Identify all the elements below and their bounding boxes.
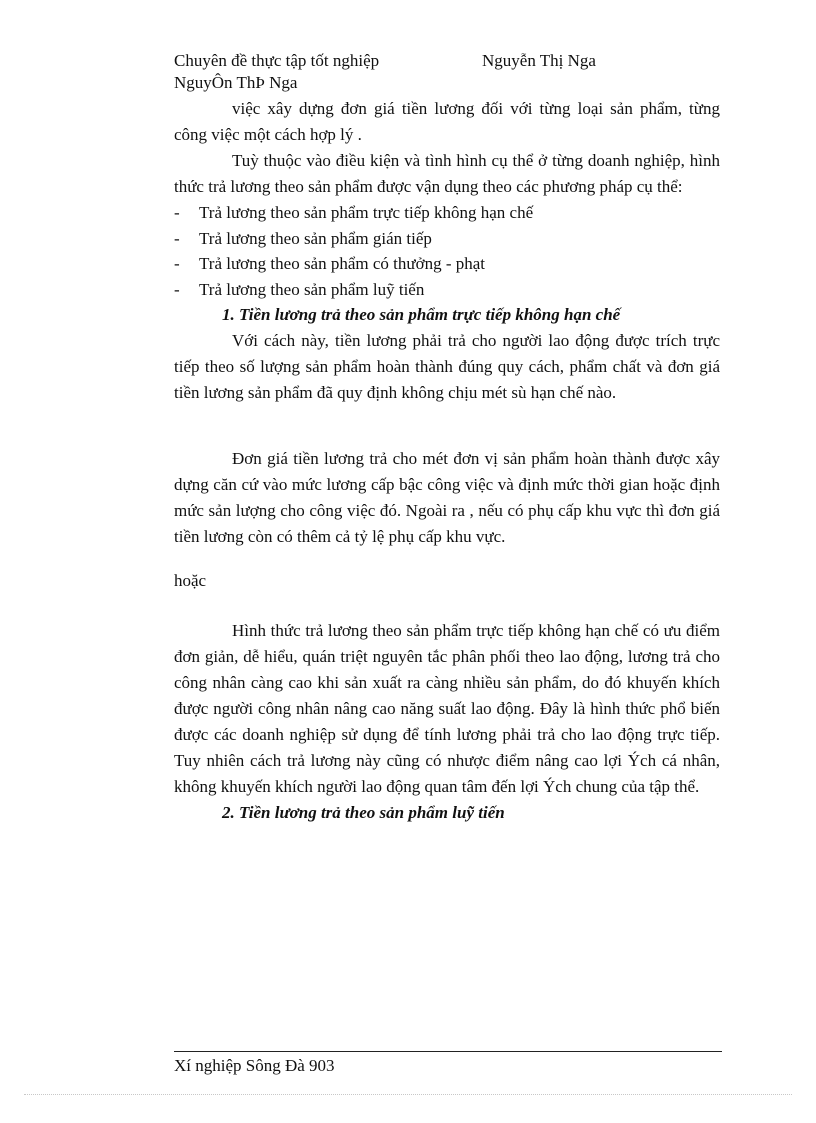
list-item <box>174 226 720 252</box>
list-item-text: Trả lương theo sản phẩm gián tiếp <box>199 228 432 248</box>
paragraph-4: Đơn giá tiền lương trả cho mét đơn vị sản phẩm hoàn thành được xây dựng căn cứ vào mức lương cấp bậc công việc và định mức thời gian hoặc định mức sản lượng cho công việc đó. Ngoài ra , nếu có phụ cấp khu vực thì đơn giá tiền lương còn có thêm cả tỷ lệ phụ cấp khu vực. <box>174 449 720 546</box>
paragraph-5: hoặc <box>174 571 207 590</box>
header-author-garbled: NguyÔn ThÞ Nga <box>174 73 298 92</box>
list-item-text: Trả lương theo sản phẩm có thưởng - phạt <box>199 254 486 273</box>
section-heading-1: 1. Tiền lương trả theo sản phẩm trực tiếp không hạn chế <box>222 305 621 324</box>
spacer <box>174 594 720 618</box>
list-item-text: Trả lương theo sản phẩm trực tiếp không hạn chế <box>199 203 534 222</box>
paragraph-2: Tuỳ thuộc vào điều kiện và tình hình cụ thể ở từng doanh nghiệp, hình thức trả lương theo sản phẩm được vận dụng theo các phương pháp cụ thể: <box>174 151 720 196</box>
paragraph-6: Hình thức trả lương theo sản phẩm trực tiếp không hạn chế có ưu điểm đơn giản, dễ hiểu, quán triệt nguyên tắc phân phối theo lao động, lương trả cho công nhân càng cao khi sản xuất ra càng nhiều sản phẩm, do đó khuyến khích được người công nhân nâng cao năng suất lao động. Đây là hình thức phổ biến được các doanh nghiệp sử dụng để tính lương phải trả cho lao động trực tiếp. Tuy nhiên cách trả lương này cũng có nhược điểm nâng cao lợi Ých cá nhân, không khuyến khích người lao động quan tâm đến lợi Ých chung của tập thể. <box>174 621 720 796</box>
paragraph-3: Với cách này, tiền lương phải trả cho người lao động được trích trực tiếp theo số lượng sản phẩm hoàn thành đúng quy cách, phẩm chất và đơn giá tiền lương sản phẩm đã quy định không chịu mét sù hạn chế nào. <box>174 331 720 402</box>
document-body <box>174 96 720 826</box>
spacer <box>174 406 720 446</box>
page-edge-dotted-line <box>24 1094 792 1095</box>
bullet-dash: - <box>174 254 180 273</box>
header-title: Chuyên đề thực tập tốt nghiệp <box>174 51 380 70</box>
method-list <box>174 200 720 302</box>
list-item <box>174 277 720 303</box>
list-item <box>174 251 720 277</box>
footer-text: Xí nghiệp Sông Đà 903 <box>174 1056 335 1075</box>
footer-divider <box>174 1051 722 1052</box>
bullet-dash: - <box>174 228 180 248</box>
header-author: Nguyễn Thị Nga <box>482 51 596 70</box>
list-item <box>174 200 720 226</box>
section-heading-2: 2. Tiền lương trả theo sản phẩm luỹ tiến <box>222 803 505 822</box>
list-item-text: Trả lương theo sản phẩm luỹ tiến <box>199 279 425 299</box>
paragraph-1: việc xây dựng đơn giá tiền lương đối với từng loại sản phẩm, từng công việc một cách hợp lý . <box>174 99 720 144</box>
bullet-dash: - <box>174 279 180 299</box>
bullet-dash: - <box>174 203 180 222</box>
spacer <box>174 550 720 568</box>
